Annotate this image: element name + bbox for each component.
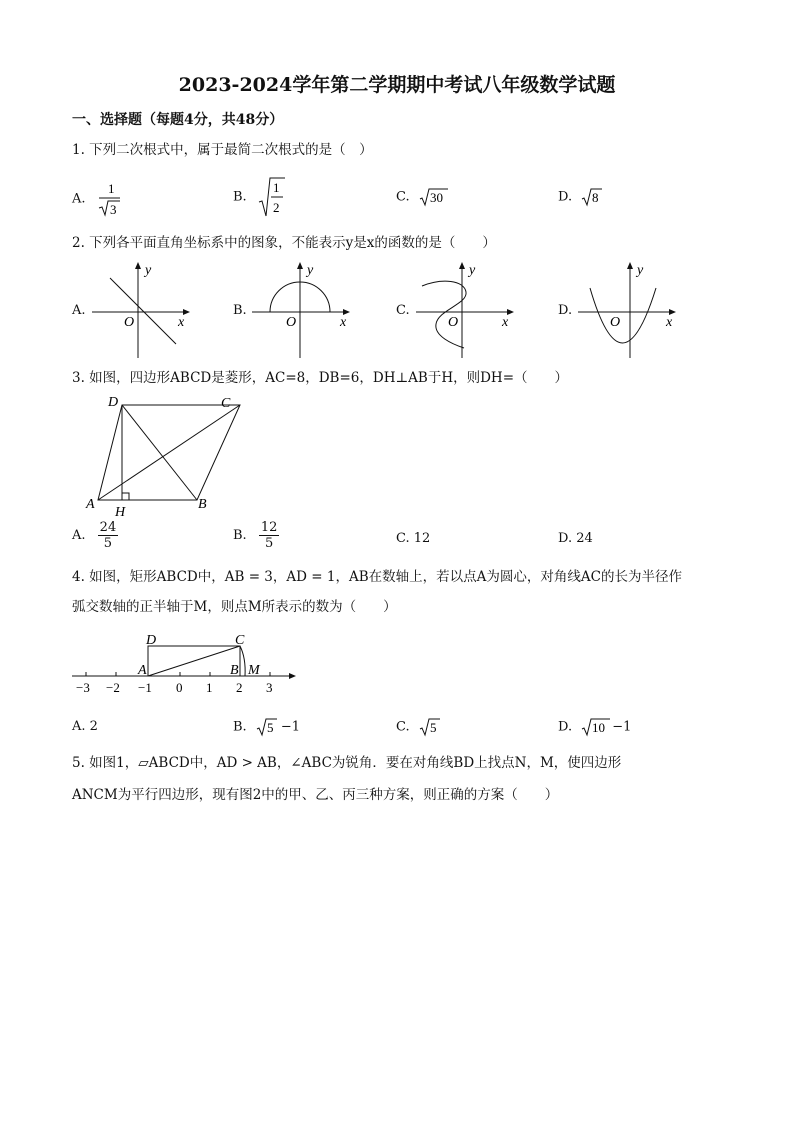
q2-option-c-label[interactable]: C. [396,303,410,318]
q2-option-a-label[interactable]: A. [72,303,86,318]
q1-option-d[interactable]: D. 8 [558,187,606,207]
q4-option-c[interactable]: C. 5 [396,717,444,737]
q4-stem-line2: 弧交数轴的正半轴于M，则点M所表示的数为（ ） [72,599,397,615]
q4-c-radical [418,717,444,737]
svg-text:M: M [248,663,260,678]
svg-text:2: 2 [272,200,280,215]
svg-text:C: C [221,396,231,411]
svg-text:8: 8 [592,190,599,205]
svg-text:H: H [115,505,126,520]
svg-text:x: x [502,315,509,330]
svg-text:3: 3 [109,202,117,217]
svg-text:O: O [124,315,135,330]
svg-text:O: O [448,315,459,330]
svg-text:x: x [340,315,347,330]
svg-text:B: B [230,663,239,678]
q3-option-c[interactable]: C. 12 [396,531,431,546]
q3-rhombus-figure [80,390,250,520]
svg-text:−1: −1 [138,680,152,695]
svg-text:D: D [146,633,157,648]
svg-text:B: B [198,497,207,512]
svg-text:2: 2 [236,680,243,695]
section-heading: 一、选择题（每题4分，共48分） [72,112,284,128]
svg-text:y: y [145,263,152,278]
q3-option-a[interactable]: A. $\frac{24}{5}$ [72,520,117,551]
svg-text:O: O [610,315,621,330]
q4-stem-line1: 4. 如图，矩形ABCD中，AB = 3，AD = 1，AB在数轴上，若以点A为圆心，对角线AC的长为半径作 [72,569,682,585]
svg-text:5: 5 [266,720,274,735]
q1-d-radical [580,187,606,207]
q3-stem: 3. 如图，四边形ABCD是菱形，AC=8，DB=6，DH⊥AB于H，则DH=（ ） [72,370,569,386]
q4-number-line-figure [70,628,300,698]
q1-b-radical-fraction [257,176,287,218]
q3-option-b[interactable]: B. $\frac{12}{5}$ [233,520,278,551]
q2-graph-d-parabola [574,258,684,360]
svg-text:x: x [666,315,673,330]
q2-option-b-label[interactable]: B. [233,303,247,318]
q2-stem: 2. 下列各平面直角坐标系中的图象，不能表示y是x的函数的是（ ） [72,235,496,251]
svg-text:3: 3 [266,680,273,695]
svg-text:C: C [235,633,245,648]
q2-option-d-label[interactable]: D. [558,303,573,318]
svg-text:y: y [637,263,644,278]
svg-text:y: y [469,263,476,278]
q1-option-c[interactable]: C. 30 [396,187,450,207]
svg-text:1: 1 [107,181,115,196]
q4-b-radical [255,717,281,737]
svg-text:30: 30 [429,190,443,205]
q4-option-b[interactable]: B. 5 −1 [233,717,300,737]
q1-a-fraction [96,180,126,218]
q4-d-radical [580,717,612,737]
q3-option-d[interactable]: D. 24 [558,531,593,546]
svg-text:O: O [286,315,297,330]
q4-option-a[interactable]: A. 2 [72,719,98,734]
svg-text:−2: −2 [106,680,120,695]
svg-text:5: 5 [429,720,437,735]
q2-graph-a-line [88,258,198,360]
q1-c-radical [418,187,450,207]
svg-text:−3: −3 [76,680,90,695]
q2-graph-c-sideways-curve [412,258,522,360]
svg-text:1: 1 [272,180,280,195]
q5-stem-line2: ANCM为平行四边形，现有图2中的甲、乙、丙三种方案，则正确的方案（ ） [72,787,559,803]
q5-stem-line1: 5. 如图1，▱ABCD中，AD > AB，∠ABC为锐角．要在对角线BD上找点N，M，使四边形 [72,755,622,771]
svg-text:1: 1 [206,680,213,695]
svg-text:0: 0 [176,680,183,695]
q1-stem: 1. 下列二次根式中，属于最简二次根式的是（ ） [72,142,373,158]
svg-text:x: x [178,315,185,330]
svg-text:D: D [108,395,119,410]
q1-option-a[interactable]: A. 1 3 [72,180,126,218]
svg-text:10: 10 [592,720,606,735]
q2-graph-b-semicircle [248,258,358,360]
svg-text:A: A [86,497,95,512]
svg-text:y: y [307,263,314,278]
svg-text:A: A [138,663,147,678]
page-title: 2023-2024学年第二学期期中考试八年级数学试题 [178,74,616,96]
q4-option-d[interactable]: D. 10 −1 [558,717,631,737]
q1-option-b[interactable]: B. 1 2 [233,176,287,218]
